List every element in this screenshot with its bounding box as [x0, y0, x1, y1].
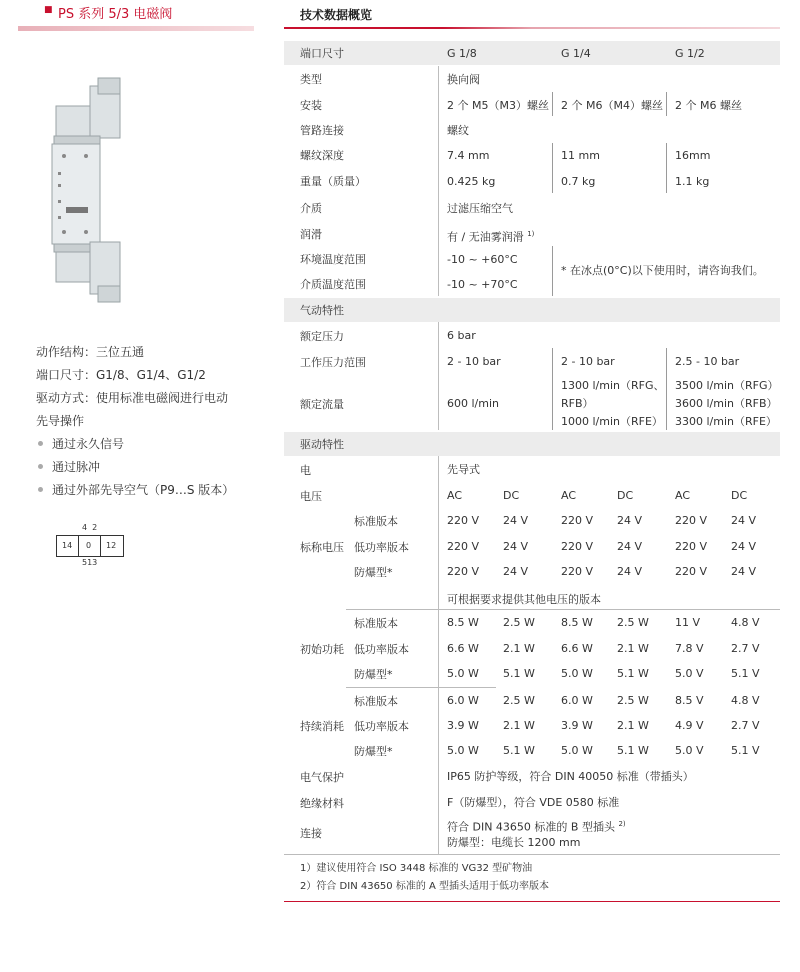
row-depth-g12: 16mm	[675, 149, 711, 162]
row-flow-g14-c: 1000 l/min（RFE）	[561, 415, 663, 428]
hold-value: 2.1 W	[617, 719, 649, 732]
header-g14: G 1/4	[561, 47, 591, 60]
initial-value: 5.0 W	[447, 667, 479, 680]
row-pipe-value: 螺纹	[447, 124, 469, 137]
hold-value: 5.0 V	[675, 744, 704, 757]
volt-ac-2: AC	[561, 489, 577, 502]
nominal-value: 24 V	[503, 540, 529, 553]
section-drive	[284, 432, 780, 456]
footnote-1: 1）建议使用符合 ISO 3448 标准的 VG32 型矿物油	[300, 863, 533, 874]
initial-sub-low: 低功率版本	[354, 643, 409, 656]
volt-dc-3: DC	[731, 489, 748, 502]
row-mount-label: 安装	[300, 99, 322, 112]
row-conn-label: 连接	[300, 827, 322, 840]
row-protect-label: 电气保护	[300, 771, 344, 784]
bullet-icon	[38, 441, 43, 446]
symbol-mid: 0	[86, 541, 92, 550]
row-medtemp-label: 介质温度范围	[300, 278, 366, 291]
hold-value: 5.0 W	[561, 744, 593, 757]
hold-value: 5.1 W	[503, 744, 535, 757]
hold-sub-std: 标准版本	[354, 695, 398, 708]
row-flow-g12-c: 3300 l/min（RFE）	[675, 415, 777, 428]
row-rated-label: 额定压力	[300, 330, 344, 343]
bullet-icon	[38, 464, 43, 469]
hold-label: 持续消耗	[300, 720, 344, 733]
volt-dc-1: DC	[503, 489, 520, 502]
row-mount-g14: 2 个 M6（M4）螺丝	[561, 99, 663, 112]
hold-value: 8.5 V	[675, 694, 704, 707]
row-rated-value: 6 bar	[447, 329, 476, 342]
title-rule	[284, 27, 780, 29]
bullet-item: 通过脉冲	[52, 460, 101, 474]
initial-value: 2.5 W	[617, 616, 649, 629]
hold-sub-ex: 防爆型*	[354, 745, 393, 758]
hold-value: 2.5 W	[503, 694, 535, 707]
row-flow-g14-a: 1300 l/min（RFG、	[561, 379, 665, 392]
header-g18: G 1/8	[447, 47, 477, 60]
nominal-value: 220 V	[561, 565, 594, 578]
initial-value: 11 V	[675, 616, 701, 629]
nominal-value: 24 V	[617, 514, 643, 527]
row-work-g18: 2 - 10 bar	[447, 355, 501, 368]
spec-action: 动作结构：三位五通	[36, 345, 145, 359]
nominal-value: 24 V	[503, 514, 529, 527]
row-type-label: 类型	[300, 73, 322, 86]
row-medium-value: 过滤压缩空气	[447, 202, 513, 215]
initial-value: 6.6 W	[447, 642, 479, 655]
nominal-value: 24 V	[503, 565, 529, 578]
spec-pilot: 先导操作	[36, 414, 85, 428]
hold-value: 6.0 W	[447, 694, 479, 707]
initial-value: 2.1 W	[617, 642, 649, 655]
header-g12: G 1/2	[675, 47, 705, 60]
spec-port: 端口尺寸：G1/8、G1/4、G1/2	[36, 368, 206, 382]
nominal-value: 24 V	[731, 514, 757, 527]
initial-value: 8.5 W	[447, 616, 479, 629]
temp-note: * 在冰点(0°C)以下使用时，请咨询我们。	[561, 264, 764, 277]
row-depth-g14: 11 mm	[561, 149, 600, 162]
initial-sub-std: 标准版本	[354, 617, 398, 630]
bullet-item: 通过永久信号	[52, 437, 125, 451]
nominal-value: 220 V	[447, 540, 480, 553]
row-type-value: 换向阀	[447, 73, 480, 86]
hold-sub-low: 低功率版本	[354, 720, 409, 733]
nominal-sub-std: 标准版本	[354, 515, 398, 528]
row-conn-value-2: 防爆型：电缆长 1200 mm	[447, 836, 581, 849]
row-elec-label: 电	[300, 464, 311, 477]
initial-value: 5.0 V	[675, 667, 704, 680]
row-protect-value: IP65 防护等级，符合 DIN 40050 标准（带插头）	[447, 770, 694, 783]
row-conn-value-1: 符合 DIN 43650 标准的 B 型插头 $^{2)}$	[447, 820, 626, 834]
nominal-value: 24 V	[617, 540, 643, 553]
hold-value: 6.0 W	[561, 694, 593, 707]
title-square-icon: ■	[44, 5, 53, 15]
nominal-value: 220 V	[447, 514, 480, 527]
volt-ac-3: AC	[675, 489, 691, 502]
initial-label: 初始功耗	[300, 643, 344, 656]
row-lube-value: 有 / 无油雾润滑 $^{1)}$	[447, 230, 535, 244]
initial-value: 5.1 V	[731, 667, 760, 680]
nominal-value: 24 V	[731, 565, 757, 578]
nominal-value: 220 V	[675, 565, 708, 578]
row-work-g14: 2 - 10 bar	[561, 355, 615, 368]
title-underline	[18, 26, 254, 31]
volt-ac-1: AC	[447, 489, 463, 502]
bullet-item: 通过外部先导空气（P9…S 版本）	[52, 483, 235, 497]
row-pipe-label: 管路连接	[300, 124, 344, 137]
nominal-label: 标称电压	[300, 541, 344, 554]
nominal-value: 24 V	[617, 565, 643, 578]
hold-value: 5.1 W	[617, 744, 649, 757]
symbol-right: 12	[106, 541, 117, 550]
footnote-2: 2）符合 DIN 43650 标准的 A 型插头适用于低功率版本	[300, 881, 550, 892]
row-flow-label: 额定流量	[300, 398, 344, 411]
row-amb-label: 环境温度范围	[300, 253, 366, 266]
row-work-label: 工作压力范围	[300, 356, 366, 369]
nominal-value: 220 V	[561, 540, 594, 553]
hold-value: 5.0 W	[447, 744, 479, 757]
symbol-top-ports: 4 2	[82, 523, 98, 532]
initial-value: 5.1 W	[503, 667, 535, 680]
row-lube-label: 润滑	[300, 228, 322, 241]
nominal-sub-ex: 防爆型*	[354, 566, 393, 579]
row-depth-g18: 7.4 mm	[447, 149, 490, 162]
header-row	[284, 41, 780, 65]
volt-dc-2: DC	[617, 489, 634, 502]
product-title: PS 系列 5/3 电磁阀	[58, 7, 173, 22]
initial-value: 7.8 V	[675, 642, 704, 655]
hold-value: 4.8 V	[731, 694, 760, 707]
hold-value: 2.5 W	[617, 694, 649, 707]
row-insul-label: 绝缘材料	[300, 797, 344, 810]
initial-value: 2.7 V	[731, 642, 760, 655]
row-flow-g12-b: 3600 l/min（RFB）	[675, 397, 778, 410]
row-amb-value: -10 ~ +60°C	[447, 253, 518, 266]
initial-value: 2.1 W	[503, 642, 535, 655]
symbol-bottom-ports: 513	[82, 558, 98, 567]
bullet-icon	[38, 487, 43, 492]
initial-value: 5.1 W	[617, 667, 649, 680]
initial-value: 2.5 W	[503, 616, 535, 629]
row-work-g12: 2.5 - 10 bar	[675, 355, 740, 368]
row-medium-label: 介质	[300, 202, 322, 215]
bottom-rule	[284, 901, 780, 902]
initial-sub-ex: 防爆型*	[354, 668, 393, 681]
symbol-left: 14	[62, 541, 73, 550]
row-flow-g14-b: RFB）	[561, 397, 594, 410]
hold-value: 5.1 V	[731, 744, 760, 757]
row-mount-g18: 2 个 M5（M3）螺丝	[447, 99, 549, 112]
row-weight-label: 重量（质量）	[300, 175, 366, 188]
section-drive-label: 驱动特性	[300, 438, 344, 451]
nominal-value: 220 V	[675, 514, 708, 527]
other-voltage-note: 可根据要求提供其他电压的版本	[447, 593, 601, 606]
row-elec-value: 先导式	[447, 463, 480, 476]
spec-drive: 驱动方式：使用标准电磁阀进行电动	[36, 391, 229, 405]
section-pneumatic	[284, 298, 780, 322]
initial-value: 5.0 W	[561, 667, 593, 680]
initial-value: 4.8 V	[731, 616, 760, 629]
initial-value: 6.6 W	[561, 642, 593, 655]
row-flow-g18: 600 l/min	[447, 397, 499, 410]
valve-image	[46, 76, 134, 304]
row-weight-g18: 0.425 kg	[447, 175, 496, 188]
hold-value: 3.9 W	[561, 719, 593, 732]
hold-value: 2.1 W	[503, 719, 535, 732]
table-title: 技术数据概览	[300, 8, 373, 22]
hold-value: 4.9 V	[675, 719, 704, 732]
row-insul-value: F（防爆型），符合 VDE 0580 标准	[447, 796, 620, 809]
initial-value: 8.5 W	[561, 616, 593, 629]
header-label: 端口尺寸	[300, 47, 344, 60]
row-weight-g14: 0.7 kg	[561, 175, 596, 188]
nominal-value: 220 V	[447, 565, 480, 578]
nominal-value: 24 V	[731, 540, 757, 553]
nominal-value: 220 V	[561, 514, 594, 527]
row-depth-label: 螺纹深度	[300, 149, 344, 162]
nominal-value: 220 V	[675, 540, 708, 553]
row-weight-g12: 1.1 kg	[675, 175, 710, 188]
row-flow-g12-a: 3500 l/min（RFG）	[675, 379, 779, 392]
row-mount-g12: 2 个 M6 螺丝	[675, 99, 742, 112]
row-medtemp-value: -10 ~ +70°C	[447, 278, 518, 291]
section-pneumatic-label: 气动特性	[300, 304, 344, 317]
hold-value: 2.7 V	[731, 719, 760, 732]
nominal-sub-low: 低功率版本	[354, 541, 409, 554]
row-volt-label: 电压	[300, 490, 322, 503]
hold-value: 3.9 W	[447, 719, 479, 732]
